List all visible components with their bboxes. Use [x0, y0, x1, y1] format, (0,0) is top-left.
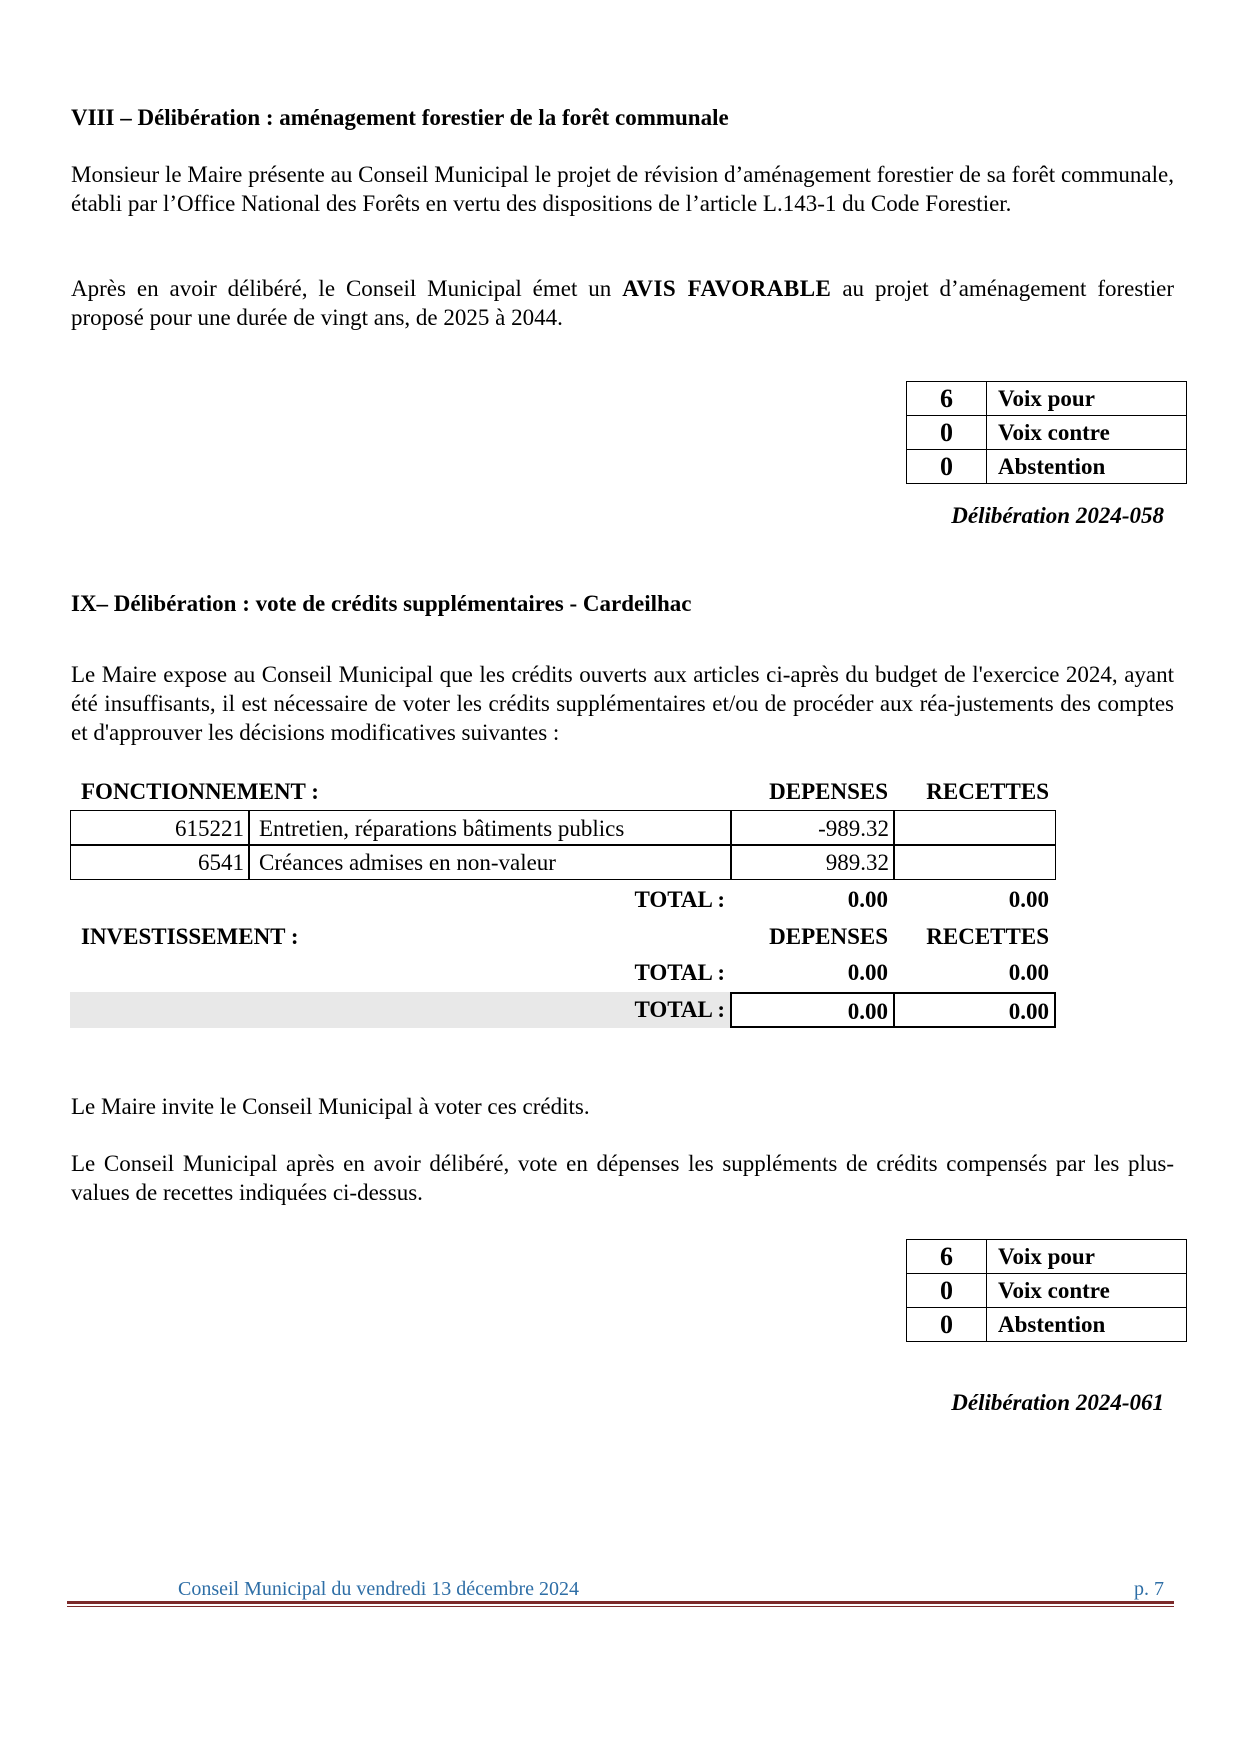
vote-row-pour	[907, 382, 1187, 416]
section-8-vote-table	[906, 381, 1187, 484]
section-9-deliberation-number: Délibération 2024-061	[951, 1390, 1164, 1415]
footer-rule-thin	[67, 1606, 1174, 1607]
depenses-header: DEPENSES	[769, 924, 888, 949]
avis-favorable-text: AVIS FAVORABLE	[622, 276, 832, 301]
investissement-label: INVESTISSEMENT :	[81, 924, 299, 949]
vote-row-abstention	[907, 450, 1187, 484]
budget-row-recettes	[893, 844, 1056, 880]
section-9-paragraph-3: Le Conseil Municipal après en avoir délibéré, vote en dépenses les suppléments de crédits compensés par les plus-values de recettes indiquées ci-dessus.	[71, 1151, 1174, 1205]
vote-label: Voix pour	[987, 382, 1187, 416]
vote-count: 0	[907, 416, 987, 450]
vote-count: 0	[907, 1274, 987, 1308]
section-9-paragraph-2: Le Maire invite le Conseil Municipal à voter ces crédits.	[71, 1094, 590, 1119]
recettes-header: RECETTES	[926, 924, 1049, 949]
vote-label: Voix contre	[987, 416, 1187, 450]
section-8-paragraph-2	[71, 274, 1174, 332]
budget-row-recettes	[893, 810, 1056, 846]
investissement-total-recettes: 0.00	[1008, 960, 1049, 985]
budget-row-depenses: 989.32	[730, 844, 895, 880]
footer-rule	[67, 1601, 1174, 1604]
budget-row-code: 6541	[70, 844, 250, 880]
depenses-header: DEPENSES	[769, 779, 888, 804]
vote-label: Abstention	[987, 1308, 1187, 1342]
vote-row-contre	[907, 1274, 1187, 1308]
section-9-paragraph-1: Le Maire expose au Conseil Municipal que les crédits ouverts aux articles ci-après du budget de l'exercice 2024, ayant été insuffisants, il est nécessaire de voter les crédits supplémentaires et/ou de procéder aux réa-justements des comptes et d'approuver les décisions modificatives suivantes :	[71, 662, 1174, 745]
fonctionnement-total-depenses: 0.00	[847, 887, 888, 912]
vote-count: 0	[907, 450, 987, 484]
vote-row-abstention	[907, 1308, 1187, 1342]
recettes-header: RECETTES	[926, 779, 1049, 804]
section-8-paragraph-2-end: au projet d’aménagement forestier proposé pour une durée de vingt ans, de 2025 à 2044.	[71, 276, 1174, 330]
vote-count: 6	[907, 382, 987, 416]
investissement-total-label: TOTAL :	[634, 960, 725, 985]
grand-total-label: TOTAL :	[634, 997, 725, 1022]
fonctionnement-total-label: TOTAL :	[634, 887, 725, 912]
section-8-deliberation-number: Délibération 2024-058	[951, 503, 1164, 528]
footer-meeting-date: Conseil Municipal du vendredi 13 décembre 2024	[178, 1578, 580, 1600]
fonctionnement-total-recettes: 0.00	[1008, 887, 1049, 912]
vote-label: Voix contre	[987, 1274, 1187, 1308]
vote-label: Abstention	[987, 450, 1187, 484]
section-9-vote-table	[906, 1239, 1187, 1342]
budget-row-code: 615221	[70, 810, 250, 846]
vote-row-contre	[907, 416, 1187, 450]
grand-total-recettes: 0.00	[893, 992, 1056, 1028]
vote-label: Voix pour	[987, 1240, 1187, 1274]
footer-page-number: p. 7	[1134, 1578, 1164, 1600]
section-9-heading: IX– Délibération : vote de crédits supplémentaires - Cardeilhac	[71, 591, 692, 616]
vote-count: 6	[907, 1240, 987, 1274]
vote-count: 0	[907, 1308, 987, 1342]
section-8-paragraph-2-start: Après en avoir délibéré, le Conseil Municipal émet un	[71, 276, 623, 301]
budget-row-depenses: -989.32	[730, 810, 895, 846]
investissement-total-depenses: 0.00	[847, 960, 888, 985]
section-8-heading: VIII – Délibération : aménagement forestier de la forêt communale	[71, 105, 729, 130]
budget-row-label: Entretien, réparations bâtiments publics	[248, 810, 732, 846]
vote-row-pour	[907, 1240, 1187, 1274]
fonctionnement-label: FONCTIONNEMENT :	[81, 779, 319, 804]
budget-row-label: Créances admises en non-valeur	[248, 844, 732, 880]
grand-total-depenses: 0.00	[730, 992, 895, 1028]
section-8-paragraph-1: Monsieur le Maire présente au Conseil Municipal le projet de révision d’aménagement forestier de sa forêt communale, établi par l’Office National des Forêts en vertu des dispositions de l’article L.143-1 du Code Forestier.	[71, 162, 1174, 216]
